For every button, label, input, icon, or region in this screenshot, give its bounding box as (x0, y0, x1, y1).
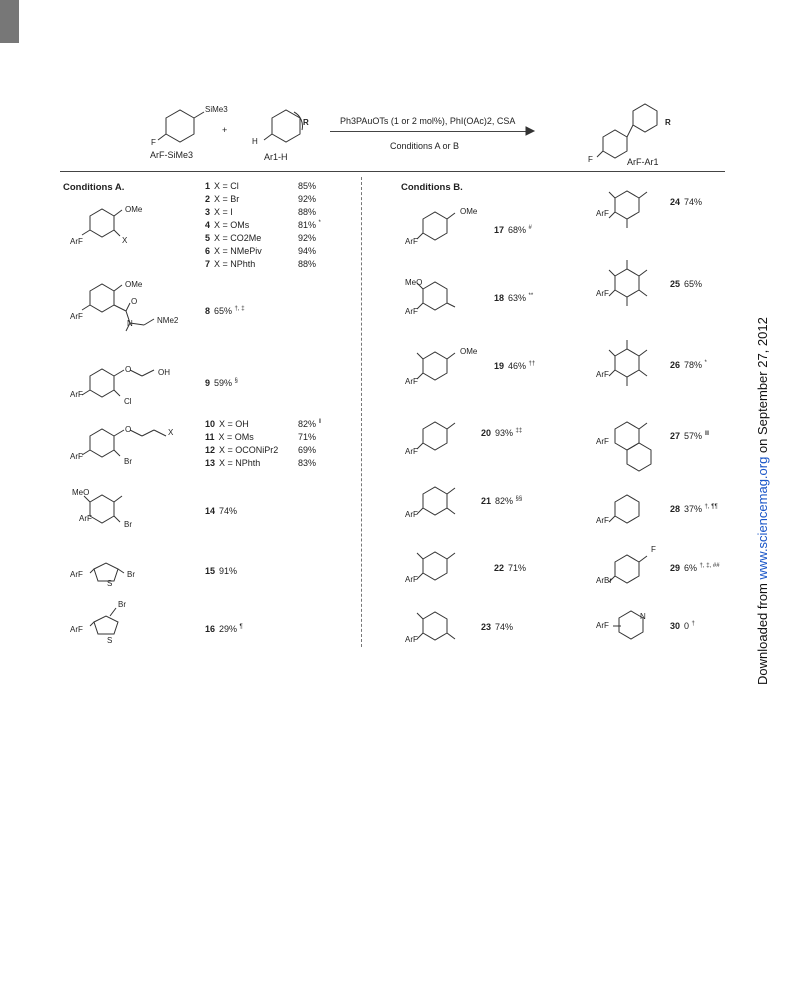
s9-arf: ArF (70, 390, 83, 399)
s20-arf: ArF (405, 447, 418, 456)
s18-arf: ArF (405, 307, 418, 316)
structure-17 (405, 205, 495, 255)
s14-br: Br (124, 520, 132, 529)
entry-19: 19 46% †† (494, 361, 536, 371)
s29-arbr: ArBr (596, 576, 612, 585)
structure-15 (70, 557, 160, 597)
product-fluoro: F (588, 155, 593, 164)
entry-18: 18 63% ** (494, 293, 534, 303)
reagent2-label: Ar1-H (264, 152, 288, 162)
yield: 92% (298, 194, 317, 204)
yield: 94% (298, 246, 317, 256)
entry-26: 26 78% * (670, 360, 707, 370)
s17-arf: ArF (405, 237, 418, 246)
entry-21: 21 82% §§ (481, 496, 523, 506)
s9-oh: OH (158, 368, 170, 377)
s1-x: X (122, 236, 128, 245)
entry-29: 29 6% †, ‡, ## (670, 563, 720, 573)
entry-row: 10 X = OH (205, 419, 249, 429)
s16-arf: ArF (70, 625, 83, 634)
product-r-group: R (665, 118, 671, 127)
structure-22 (405, 545, 495, 595)
s8-nme2: NMe2 (157, 316, 179, 325)
entry-30: 30 0 † (670, 621, 695, 631)
s8-arf: ArF (70, 312, 83, 321)
entry-28: 28 37% †, ¶¶ (670, 504, 718, 514)
yield: 92% (298, 233, 317, 243)
yield: 82% ‖ (298, 419, 322, 429)
s10-x: X (168, 428, 174, 437)
yield: 88% (298, 207, 317, 217)
reagent1-fluoro: F (151, 138, 156, 147)
download-prefix: Downloaded from (755, 579, 770, 685)
reagent1-simе3: SiMe3 (205, 105, 228, 114)
yield: 71% (298, 432, 317, 442)
s10-o: O (125, 425, 132, 434)
s1-ome: OMe (125, 205, 143, 214)
entry-row: 12 X = OCONiPr2 (205, 445, 279, 455)
s18-meo: MeO (405, 278, 423, 287)
conditions-separator (361, 177, 362, 647)
structure-29 (595, 548, 685, 598)
conditions-a-title: Conditions A. (63, 182, 125, 193)
entry-row: 13 X = NPhth (205, 458, 261, 468)
product-structure (595, 95, 675, 165)
s28-arf: ArF (596, 516, 609, 525)
structure-28 (595, 490, 685, 540)
reagent2-r-group: R (303, 118, 309, 127)
s23-arf: ArF (405, 635, 418, 644)
s9-cl: Cl (124, 397, 132, 406)
entry-14: 14 74% (205, 506, 238, 516)
arrow-head-icon (526, 127, 534, 135)
s8-n: N (127, 319, 133, 328)
scheme-divider (60, 171, 725, 172)
reaction-arrow (330, 131, 530, 132)
s26-arf: ArF (596, 370, 609, 379)
arrow-bottom-text: Conditions A or B (390, 141, 460, 151)
structure-19 (405, 345, 495, 395)
entry-row: 7 X = NPhth (205, 259, 256, 269)
entry-24: 24 74% (670, 197, 703, 207)
s22-arf: ArF (405, 575, 418, 584)
yield: 81% * (298, 220, 321, 230)
s1-arf: ArF (70, 237, 83, 246)
conditions-b-title: Conditions B. (401, 182, 463, 193)
structure-16 (70, 600, 160, 660)
structure-27 (595, 415, 685, 485)
yield: 83% (298, 458, 317, 468)
reagent2-hydrogen: H (252, 137, 258, 146)
download-suffix: on September 27, 2012 (755, 317, 770, 457)
entry-row: 5 X = CO2Me (205, 233, 262, 243)
entry-row: 6 X = NMePiv (205, 246, 262, 256)
s19-ome: OMe (460, 347, 478, 356)
arrow-top-text: Ph3PAuOTs (1 or 2 mol%), PhI(OAc)2, CSA (340, 116, 516, 126)
entry-8: 8 65% †, ‡ (205, 306, 245, 316)
entry-row: 1 X = Cl (205, 181, 239, 191)
s15-br: Br (127, 570, 135, 579)
s27-arf: ArF (596, 437, 609, 446)
entry-17: 17 68% # (494, 225, 532, 235)
sciencemag-link[interactable]: www.sciencemag.org (755, 456, 770, 580)
entry-row: 3 X = I (205, 207, 233, 217)
yield: 88% (298, 259, 317, 269)
s16-br: Br (118, 600, 126, 609)
s24-arf: ArF (596, 209, 609, 218)
s8-o: O (131, 297, 138, 306)
entry-27: 27 57% ‖‖ (670, 431, 710, 441)
s30-n: N (640, 612, 646, 621)
s9-o: O (125, 365, 132, 374)
entry-row: 4 X = OMs (205, 220, 250, 230)
s21-arf: ArF (405, 510, 418, 519)
s15-arf: ArF (70, 570, 83, 579)
s15-s: S (107, 579, 113, 588)
structure-20 (405, 415, 495, 465)
product-label: ArF-Ar1 (627, 157, 659, 167)
entry-23: 23 74% (481, 622, 514, 632)
s16-s: S (107, 636, 113, 645)
yield: 85% (298, 181, 317, 191)
structure-1-7 (70, 200, 160, 260)
s14-meo: MeO (72, 488, 90, 497)
s30-arf: ArF (596, 621, 609, 630)
entry-row: 2 X = Br (205, 194, 240, 204)
page-corner-tab (0, 0, 19, 43)
entry-25: 25 65% (670, 279, 703, 289)
entry-20: 20 93% ‡‡ (481, 428, 523, 438)
s10-br: Br (124, 457, 132, 466)
entry-9: 9 59% § (205, 378, 238, 388)
entry-15: 15 91% (205, 566, 238, 576)
s10-arf: ArF (70, 452, 83, 461)
s14-arf: ArF (79, 514, 92, 523)
s29-f: F (651, 545, 656, 554)
entry-16: 16 29% ¶ (205, 624, 243, 634)
download-notice (755, 317, 770, 685)
s25-arf: ArF (596, 289, 609, 298)
yield: 69% (298, 445, 317, 455)
s17-ome: OMe (460, 207, 478, 216)
entry-22: 22 71% (494, 563, 527, 573)
plus-sign: + (222, 125, 228, 135)
s8-ome: OMe (125, 280, 143, 289)
s19-arf: ArF (405, 377, 418, 386)
reagent1-label: ArF-SiMe3 (150, 150, 194, 160)
entry-row: 11 X = OMs (205, 432, 254, 442)
